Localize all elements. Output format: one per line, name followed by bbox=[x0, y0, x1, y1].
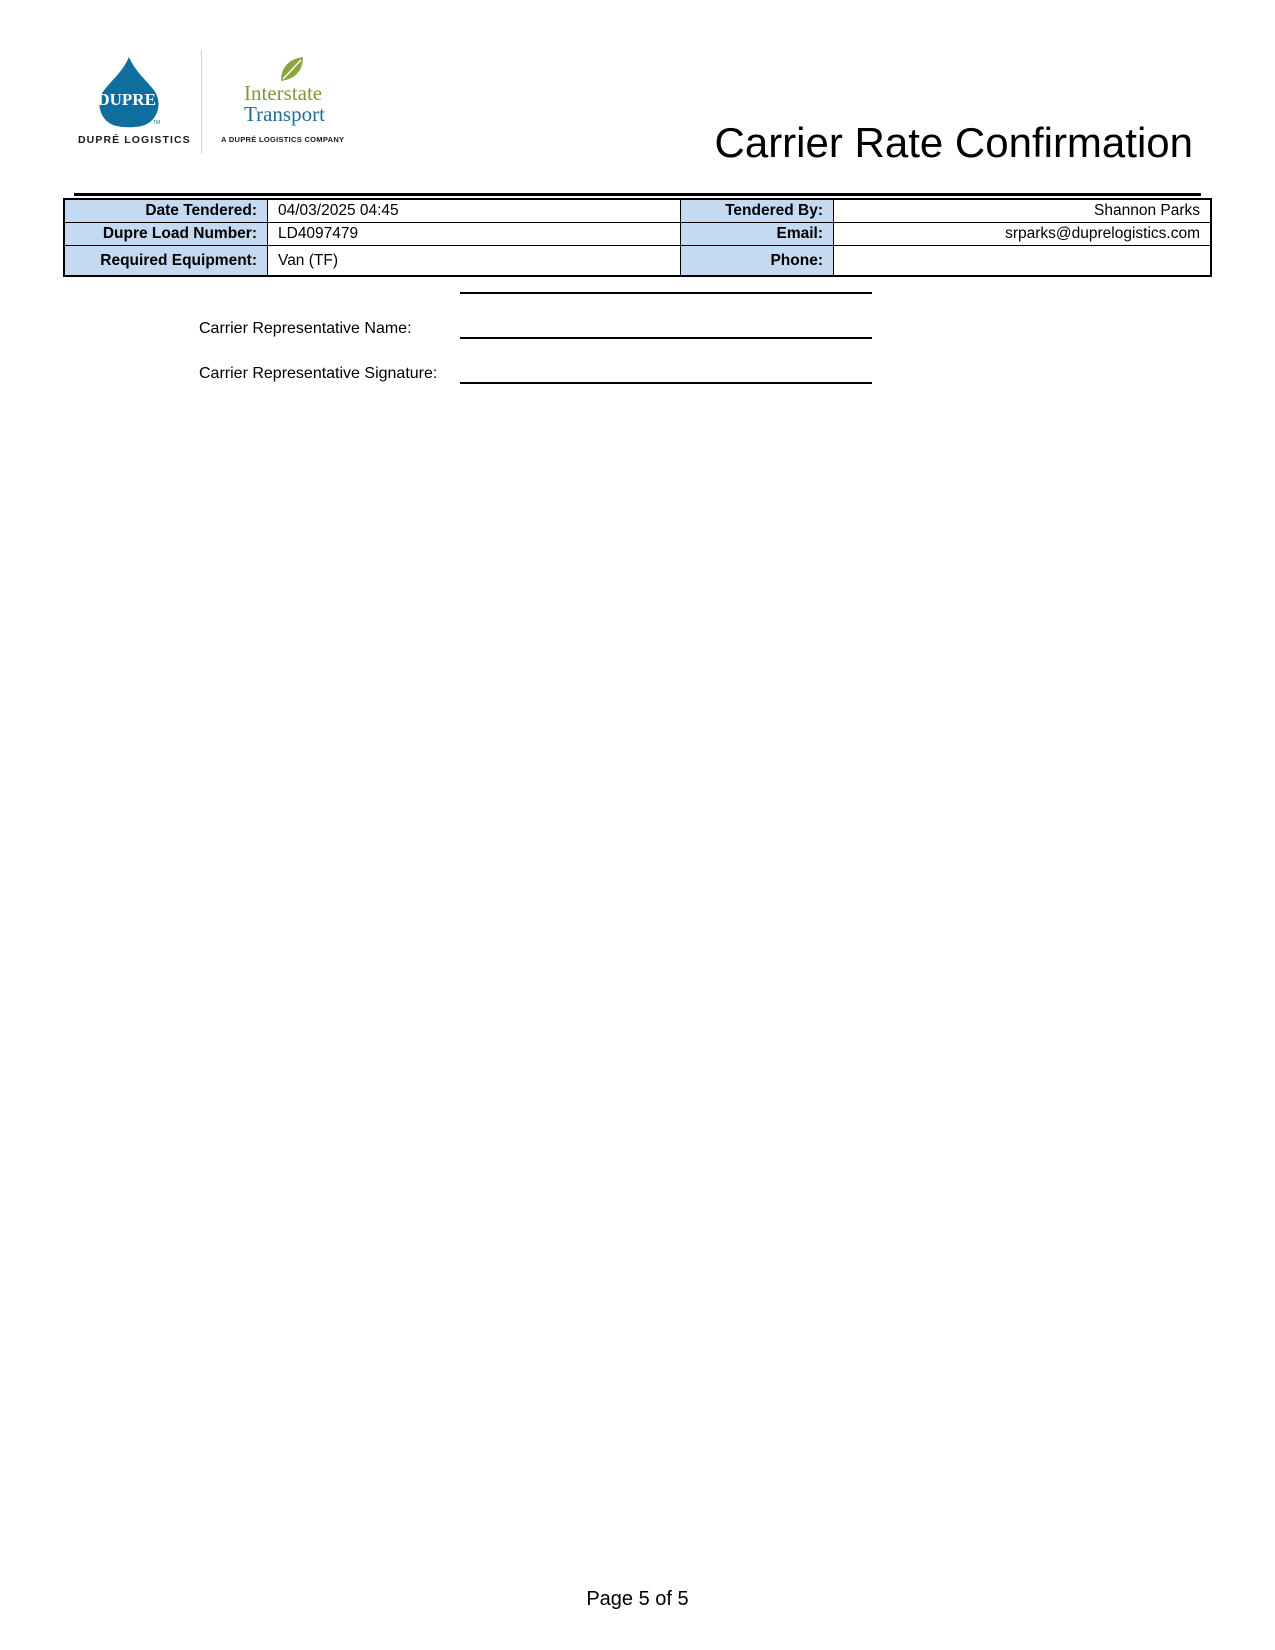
carrier-rep-name-label: Carrier Representative Name: bbox=[199, 320, 412, 337]
table-row bbox=[64, 199, 1211, 223]
signature-top-line bbox=[460, 292, 872, 294]
required-equipment-value: Van (TF) bbox=[268, 246, 681, 277]
interstate-logo-line2: Transport bbox=[244, 102, 325, 126]
svg-text:TM: TM bbox=[153, 120, 161, 126]
page-title: Carrier Rate Confirmation bbox=[714, 119, 1193, 166]
phone-label: Phone: bbox=[681, 246, 834, 277]
interstate-logo-caption: A DUPRÉ LOGISTICS COMPANY bbox=[221, 135, 345, 144]
dupre-logo-drop bbox=[93, 55, 165, 129]
logo-divider bbox=[201, 50, 202, 154]
dupre-logistics-caption: DUPRÉ LOGISTICS bbox=[78, 134, 191, 146]
leaf-icon bbox=[277, 55, 305, 83]
date-tendered-value: 04/03/2025 04:45 bbox=[268, 199, 681, 223]
tendered-by-value: Shannon Parks bbox=[834, 199, 1212, 223]
table-row bbox=[64, 223, 1211, 246]
interstate-logo-line1: Interstate bbox=[244, 81, 323, 105]
load-number-value: LD4097479 bbox=[268, 223, 681, 246]
required-equipment-label: Required Equipment: bbox=[64, 246, 268, 277]
email-value: srparks@duprelogistics.com bbox=[834, 223, 1212, 246]
carrier-rep-signature-label: Carrier Representative Signature: bbox=[199, 365, 438, 382]
title-rule bbox=[74, 193, 1201, 196]
table-row bbox=[64, 246, 1211, 277]
email-label: Email: bbox=[681, 223, 834, 246]
dupre-logo-text: DUPRE' bbox=[97, 90, 161, 109]
carrier-rep-signature-field[interactable] bbox=[460, 382, 872, 384]
page-number: Page 5 of 5 bbox=[586, 1588, 689, 1610]
tender-info-table bbox=[63, 198, 1212, 277]
carrier-rep-name-field[interactable] bbox=[460, 337, 872, 339]
load-number-label: Dupre Load Number: bbox=[64, 223, 268, 246]
phone-value bbox=[834, 246, 1212, 277]
date-tendered-label: Date Tendered: bbox=[64, 199, 268, 223]
tendered-by-label: Tendered By: bbox=[681, 199, 834, 223]
